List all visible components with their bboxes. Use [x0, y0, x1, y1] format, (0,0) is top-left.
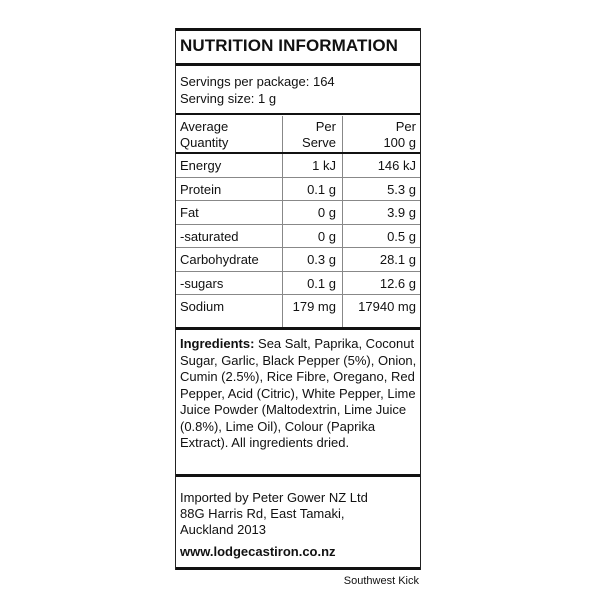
header-line: Average [180, 119, 229, 134]
nutrition-table [176, 116, 420, 319]
importer-block [180, 490, 416, 538]
bottom-rule [176, 567, 420, 570]
nutrient-name: Carbohydrate [180, 252, 259, 267]
servings-per-package: Servings per package: 164 [180, 74, 335, 89]
header-per-100g [344, 119, 416, 151]
variant-name: Southwest Kick [343, 575, 419, 587]
per-serve-value: 0.1 g [307, 275, 336, 291]
per-100g-value: 12.6 g [379, 275, 416, 291]
per-serve-value: 0 g [317, 228, 336, 244]
ingredients-rule [176, 474, 420, 477]
servings-rule [176, 113, 420, 115]
per-serve-value: 179 mg [292, 299, 336, 314]
nutrient-name: Energy [180, 158, 222, 173]
nutrient-name: -saturated [180, 228, 239, 244]
per-100g-value: 3.9 g [387, 205, 416, 220]
header-line: Serve [302, 135, 336, 150]
nutrient-name: Protein [180, 181, 222, 197]
table-row [176, 178, 420, 202]
header-line: Per [395, 119, 416, 134]
table-row [176, 225, 420, 249]
nutrient-name: -sugars [180, 275, 224, 291]
nutrient-name: Sodium [180, 299, 225, 314]
per-100g-value: 5.3 g [387, 181, 416, 197]
website-link: www.lodgecastiron.co.nz [180, 544, 336, 559]
table-row [176, 272, 420, 296]
ingredients-heading: Ingredients: [180, 336, 255, 351]
title-rule [176, 63, 420, 66]
header-line: Quantity [180, 135, 229, 150]
table-header [176, 116, 420, 154]
per-100g-value: 28.1 g [379, 252, 416, 267]
importer-line: Imported by Peter Gower NZ Ltd [180, 490, 368, 505]
importer-line: Auckland 2013 [180, 522, 267, 537]
header-line: Per [315, 119, 336, 134]
per-serve-value: 1 kJ [312, 158, 336, 173]
per-100g-value: 0.5 g [387, 228, 416, 244]
per-serve-value: 0.1 g [307, 181, 336, 197]
ingredients-text: Sea Salt, Paprika, Coconut Sugar, Garlic, Black Pepper (5%), Onion, Cumin (2.5%), Rice Fibre, Oregano, Red Pepper, Acid (Citric), White Pepper, Lime Juice Powder (Maltodextrin, Lime Juice (0.8%), Lime Oil), Colour (Paprika Extract). All ingredients dried. [180, 336, 417, 450]
table-row [176, 295, 420, 319]
header-line: 100 g [383, 135, 416, 150]
importer-line: 88G Harris Rd, East Tamaki, [180, 506, 345, 521]
top-rule [176, 28, 420, 31]
nutrient-name: Fat [180, 205, 199, 220]
table-bottom-rule [176, 327, 420, 330]
table-row [176, 154, 420, 178]
nutrition-label [175, 28, 421, 570]
table-row [176, 248, 420, 272]
per-100g-value: 17940 mg [358, 299, 416, 314]
per-serve-value: 0.3 g [307, 252, 336, 267]
per-serve-value: 0 g [317, 205, 336, 220]
table-row [176, 201, 420, 225]
per-100g-value: 146 kJ [377, 158, 416, 173]
header-per-serve [284, 119, 336, 151]
ingredients-block [180, 336, 418, 452]
header-average-quantity [180, 119, 228, 151]
label-title: NUTRITION INFORMATION [180, 36, 399, 55]
serving-size: Serving size: 1 g [180, 91, 277, 106]
